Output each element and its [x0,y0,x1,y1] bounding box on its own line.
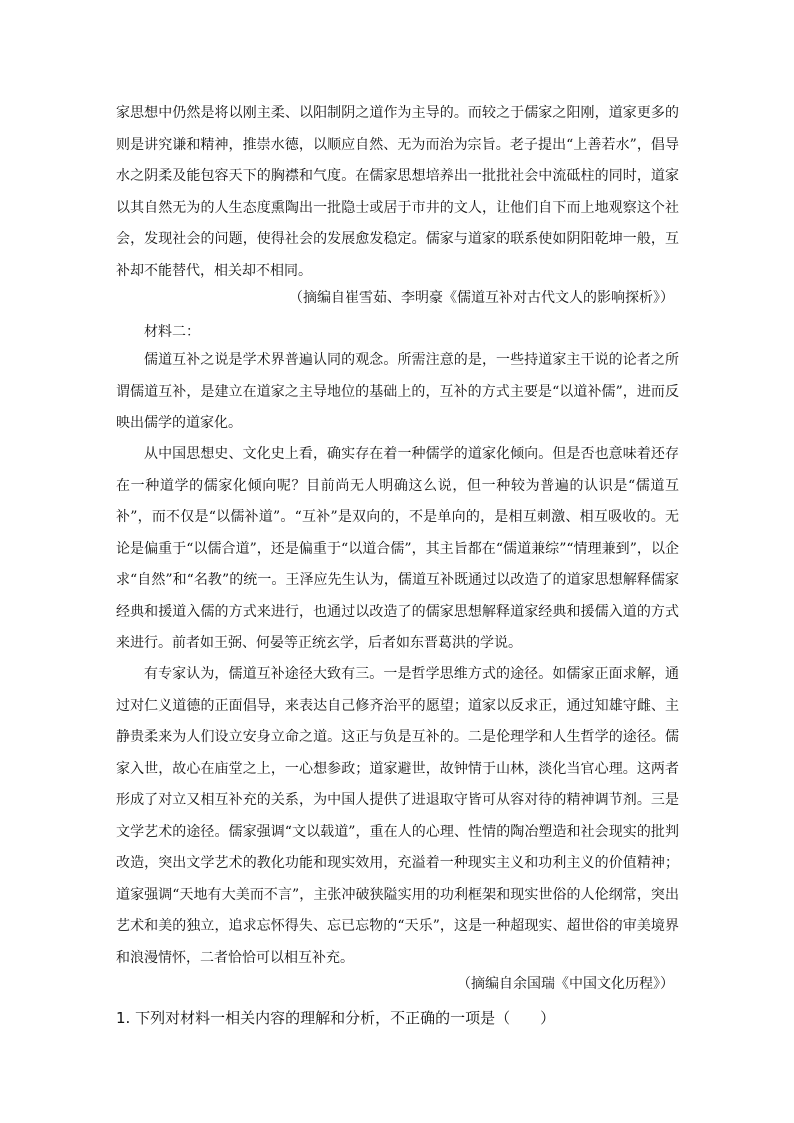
material1-paragraph: 家思想中仍然是将以刚主柔、以阳制阴之道作为主导的。而较之于儒家之阳刚，道家更多的则是讲究谦和精神，推崇水德，以顺应自然、无为而治为宗旨。老子提出“上善若水”，倡导水之阴柔及能包容天下的胸襟和气度。在儒家思想培养出一批批社会中流砥柱的同时，道家以其自然无为的人生态度熏陶出一批隐士或居于市井的文人，让他们自下而上地观察这个社会，发现社会的问题，使得社会的发展愈发稳定。儒家与道家的联系使如阴阳乾坤一般，互补却不能替代，相关却不相同。 [116,105,679,279]
material2-heading: 材料二： [144,324,200,340]
material1-source: （摘编自崔雪茹、李明豪《儒道互补对古代文人的影响探析》） [289,290,674,306]
material2-paragraph-1: 儒道互补之说是学术界普遍认同的观念。所需注意的是，一些持道家主干说的论者之所谓儒道互补，是建立在道家之主导地位的基础上的，互补的方式主要是“以道补儒”，进而反映出儒学的道家化。 [116,352,679,431]
question-1-stem: 1. 下列对材料一相关内容的理解和分析，不正确的一项是（ ） [116,1009,556,1027]
material2-source: （摘编自余国瑞《中国文化历程》） [457,976,674,992]
material2-paragraph-2: 从中国思想史、文化史上看，确实存在着一种儒学的道家化倾向。但是否也意味着还存在一种道学的儒家化倾向呢？目前尚无人明确这么说，但一种较为普遍的认识是“儒道互补”，而不仅是“以儒补道”。“互补”是双向的，不是单向的，是相互刺激、相互吸收的。无论是偏重于“以儒合道”，还是偏重于“以道合儒”，其主旨都在“儒道兼综”“情理兼到”，以企求“自然”和“名教”的统一。王泽应先生认为，儒道互补既通过以改造了的道家思想解释儒家经典和援道入儒的方式来进行，也通过以改造了的儒家思想解释道家经典和援儒入道的方式来进行。前者如王弼、何晏等正统玄学，后者如东晋葛洪的学说。 [116,446,679,651]
material2-paragraph-3: 有专家认为，儒道互补途径大致有三。一是哲学思维方式的途径。如儒家正面求解，通过对仁义道德的正面倡导，来表达自己修齐治平的愿望；道家以反求正，通过知雄守雌、主静贵柔来为人们设立安身立命之道。这正与负是互补的。二是伦理学和人生哲学的途径。儒家入世，故心在庙堂之上，一心想参政；道家避世，故钟情于山林，淡化当官心理。这两者形成了对立又相互补充的关系，为中国人提供了进退取守皆可从容对待的精神调节剂。三是文学艺术的途径。儒家强调“文以载道”，重在人的心理、性情的陶冶塑造和社会现实的批判改造，突出文学艺术的教化功能和现实效用，充溢着一种现实主义和功利主义的价值精神；道家强调“天地有大美而不言”，主张冲破狭隘实用的功利框架和现实世俗的人伦纲常，突出艺术和美的独立，追求忘怀得失、忘已忘物的“天乐”，这是一种超现实、超世俗的审美境界和浪漫情怀，二者恰恰可以相互补充。 [116,666,679,966]
